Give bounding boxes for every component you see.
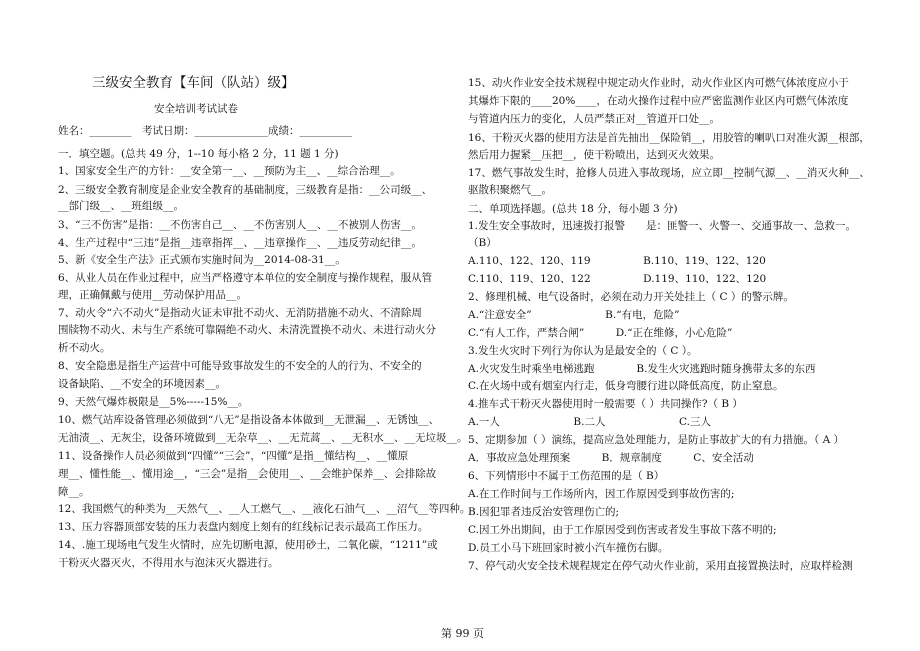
right-text-line: C.“有人工作，严禁合闸” D.“正在维修，小心危险” <box>468 327 733 339</box>
left-text-line: 10、燃气站库设备管理必须做到“八无”是指设备本体做到__无泄漏__、无锈蚀__、 <box>58 414 440 426</box>
left-text-line: 8、安全隐患是指生产运营中可能导致事故发生的不安全的人的行为、不安全的 <box>58 360 422 372</box>
right-text-line: 3.发生火灾时下列行为你认为是最安全的（ C ）。 <box>468 345 698 357</box>
left-text-line: 4、生产过程中“三违”是指__违章指挥__、__违章操作__、__违反劳动纪律__。 <box>58 237 422 249</box>
left-text-line: 理，正确佩戴与使用__劳动保护用品__。 <box>58 289 247 301</box>
right-text-line: 5、定期参加（ ）演练，提高应急处理能力，是防止事故扩大的有力措施。（ A ） <box>468 434 845 446</box>
right-text-line: C.因工外出期间，由于工作原因受到伤害或者发生事故下落不明的; <box>468 524 777 536</box>
right-text-line: 1.发生安全事故时，迅速拨打报警 是：匪警一、火警一、交通事故一、急救一。 <box>468 220 857 232</box>
left-text-line: 12、我国燃气的种类为__天然气__、__人工燃气__、__液化石油气__、__沼气__等四种。 <box>58 503 471 515</box>
left-text-line: 干粉灭火器灭火，不得用水与泡沫灭火器进行。 <box>58 557 279 569</box>
page-number: 第 99 页 <box>441 627 484 640</box>
right-text-line: C.在火场中或有烟室内行走，低身弯腰行进以降低高度，防止窒息。 <box>468 380 784 392</box>
left-text-line: 13、压力容器顶部安装的压力表盘内刻度上刻有的红线标记表示最高工作压力。 <box>58 521 429 533</box>
left-text-line: 1、国家安全生产的方针：__安全第一__、__预防为主__、__综合治理__。 <box>58 165 401 177</box>
right-text-line: D.员工小马下班回家时被小汽车撞伤右脚。 <box>468 542 669 554</box>
right-text-line: A.110、122、120、119 B.110、119、122、120 <box>468 255 766 267</box>
right-text-line: B.因犯罪者违反治安管理伤亡的; <box>468 506 620 518</box>
right-text-line: 15、动火作业安全技术规程中规定动火作业时，动火作业区内可燃气体浓度应小于 <box>468 77 849 89</box>
right-text-line: A.在工作时间与工作场所内，因工作原因受到事故伤害的; <box>468 488 735 500</box>
right-text-line: A．事故应急处理预案 B．规章制度 C、安全活动 <box>468 452 754 464</box>
right-text-line: C.110、119、120、122 D.119、110、122、120 <box>468 273 767 285</box>
left-text-line: 9、天然气爆炸极限是__5%-----15%__。 <box>58 396 249 408</box>
student-info-line: 姓名：________ 考试日期：______________成绩：__________ <box>58 125 352 137</box>
right-text-line: A.“注意安全” B.“有电，危险” <box>468 309 680 321</box>
right-text-line: 6、下列情形中不属于工伤范围的是（ B） <box>468 470 665 482</box>
left-text-line: __部门级__、__班组级__。 <box>58 200 184 212</box>
left-text-line: 3、“三不伤害”是指：__不伤害自己__、__不伤害别人__、__不被别人伤害__。 <box>58 219 422 231</box>
left-text-line: 2、三级安全教育制度是企业安全教育的基础制度，三级教育是指：__公司级__、 <box>58 184 433 196</box>
right-text-line: A.火灾发生时乘坐电梯逃跑 B.发生火灾逃跑时随身携带太多的东西 <box>468 363 816 375</box>
right-text-line: 2、修理机械、电气设备时，必须在动力开关处挂上（ C ）的警示牌。 <box>468 291 794 303</box>
left-text-line: 7、动火令“六不动火”是指动火证未审批不动火、无消防措施不动火、不清除周 <box>58 307 422 319</box>
left-text-line: 障__。 <box>58 486 90 498</box>
left-text-line: 5、新《安全生产法》正式颁布实施时间为__2014-08-31__。 <box>58 254 346 266</box>
section-heading-choice: 二、单项选择题。(总共 18 分，每小题 3 分) <box>468 203 678 215</box>
right-text-line: 4.推车式干粉灭火器使用时一般需要（ ）共同操作?（ B ） <box>468 398 743 410</box>
left-text-line: 6、从业人员在作业过程中，应当严格遵守本单位的安全制度与操作规程，服从管 <box>58 272 433 284</box>
page-title: 三级安全教育【车间（队站）级】 <box>92 75 295 91</box>
right-text-line: A.一人 B.二人 C.三人 <box>468 416 711 428</box>
left-text-line: 理__、懂性能__、懂用途__，“三会”是指__会使用__、__会维护保养__、会排除故 <box>58 468 437 480</box>
left-text-line: 设备缺陷、__不安全的环境因素__。 <box>58 378 226 390</box>
right-text-line: 驱散积聚燃气__。 <box>468 184 552 196</box>
left-text-line: 无油渍__、无灰尘，设备环境做到__无杂草__、__无荒蒿__、__无积水__、__无垃圾__。 <box>58 432 468 444</box>
left-text-line: 析不动火。 <box>58 342 111 354</box>
page-subtitle: 安全培训考试试卷 <box>154 103 238 115</box>
left-text-line: 一．填空题。(总共 49 分，1--10 每小格 2 分，11 题 1 分) <box>58 148 339 160</box>
right-text-line: 然后用力握紧__压把__，使干粉喷出，达到灭火效果。 <box>468 149 720 161</box>
right-text-line: 其爆炸下限的____20%____，在动火操作过程中应严密监测作业区内可燃气体浓度 <box>468 95 849 107</box>
left-text-line: 围牍物不动火、未与生产系统可靠隔绝不动火、未清洗置换不动火、未进行动火分 <box>58 324 436 336</box>
left-text-line: 14、.施工现场电气发生火情时，应先切断电源，使用砂土，二氧化碳，“1211”或 <box>58 539 438 551</box>
right-text-line: 7、停气动火安全技术规程规定在停气动火作业前，采用直接置换法时，应取样检测 <box>468 560 853 572</box>
right-text-line: 17、燃气事故发生时，抢修人员进入事故现场，应立即__控制气源__、__消灭火种__、 <box>468 167 870 179</box>
right-text-line: （B） <box>468 237 497 249</box>
right-text-line: 与管道内压力的变化，人员严禁正对__管道开口处__。 <box>468 113 720 125</box>
right-text-line: 16、干粉灭火器的使用方法是首先抽出__保险销__，用胶管的喇叭口对准火源__根部， <box>468 132 870 144</box>
left-text-line: 11、设备操作人员必须做到“四懂”“三会”，“四懂”是指__懂结构__、__懂原 <box>58 450 409 462</box>
